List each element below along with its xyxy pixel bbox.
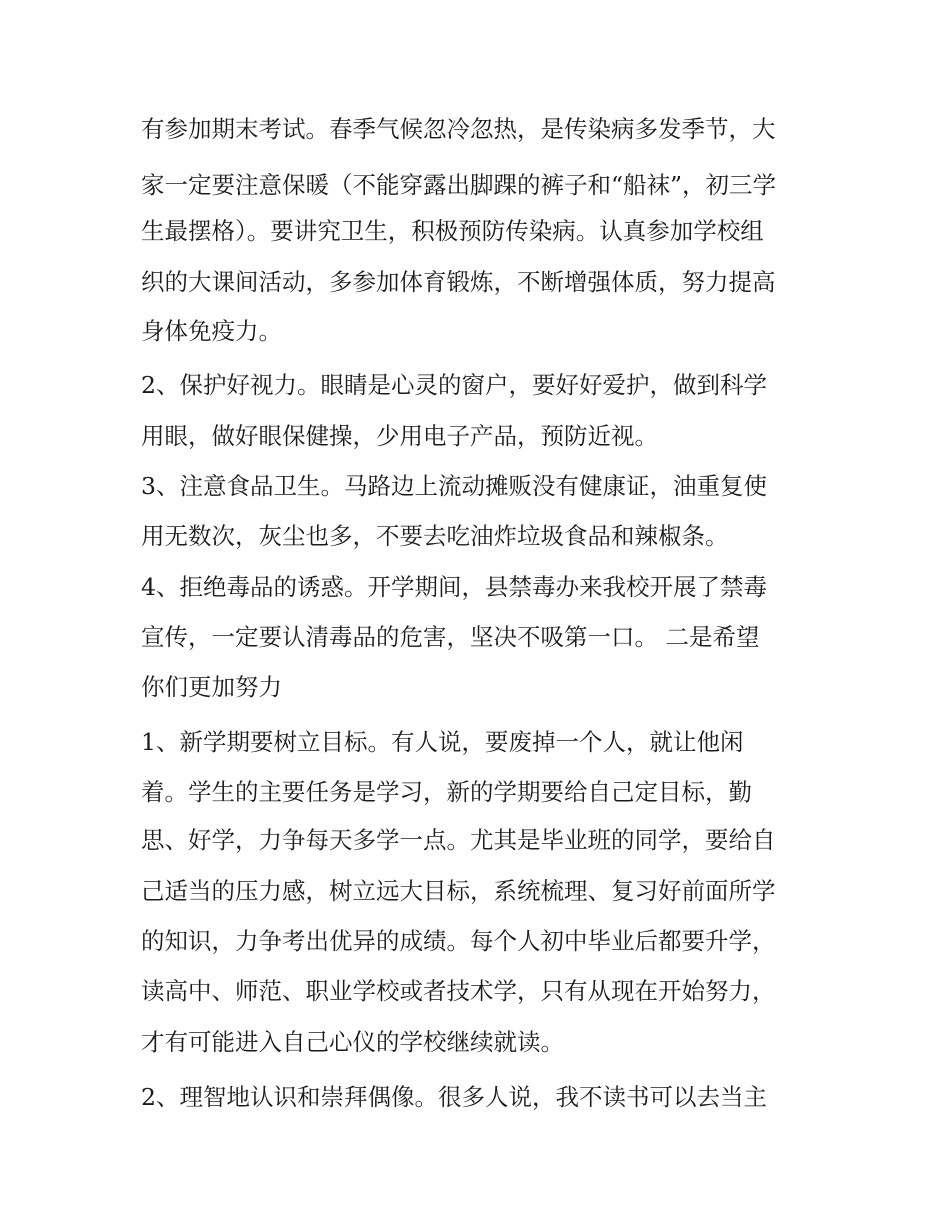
text-line: 有参加期末考试。春季气候忽冷忽热，是传染病多发季节，大 (141, 115, 776, 143)
text-line: 你们更加努力 (141, 673, 282, 701)
text-line: 1、新学期要树立目标。有人说，要废掉一个人，就让他闲 (141, 728, 744, 756)
text-line: 才有可能进入自己心仪的学校继续就读。 (141, 1028, 564, 1056)
text-line: 织的大课间活动，多参加体育锻炼，不断增强体质，努力提高 (141, 268, 776, 296)
text-line: 身体免疫力。 (141, 317, 282, 345)
text-line: 的知识，力争考出优异的成绩。每个人初中毕业后都要升学， (141, 927, 776, 955)
text-line: 宣传，一定要认清毒品的危害，坚决不吸第一口。 二是希望 (141, 623, 760, 651)
text-line: 3、注意食品卫生。马路边上流动摊贩没有健康证，油重复使 (141, 472, 767, 500)
text-line: 2、理智地认识和崇拜偶像。很多人说，我不读书可以去当主 (141, 1083, 767, 1111)
text-line: 家一定要注意保暖（不能穿露出脚踝的裤子和“船袜”，初三学 (141, 171, 777, 199)
text-line: 读高中、师范、职业学校或者技术学，只有从现在开始努力， (141, 977, 776, 1005)
text-line: 2、保护好视力。眼睛是心灵的窗户，要好好爱护，做到科学 (141, 371, 767, 399)
text-line: 用无数次，灰尘也多，不要去吃油炸垃圾食品和辣椒条。 (141, 522, 729, 550)
text-line: 己适当的压力感，树立远大目标，系统梳理、复习好前面所学 (141, 877, 776, 905)
text-line: 生最摆格）。要讲究卫生，积极预防传染病。认真参加学校组 (141, 217, 764, 245)
text-line: 思、好学，力争每天多学一点。尤其是毕业班的同学，要给自 (141, 826, 776, 854)
text-line: 4、拒绝毒品的诱惑。开学期间，县禁毒办来我校开展了禁毒 (141, 573, 767, 601)
text-line: 用眼，做好眼保健操，少用电子产品，预防近视。 (141, 422, 658, 450)
text-line: 着。学生的主要任务是学习，新的学期要给自己定目标，勤 (141, 778, 752, 806)
